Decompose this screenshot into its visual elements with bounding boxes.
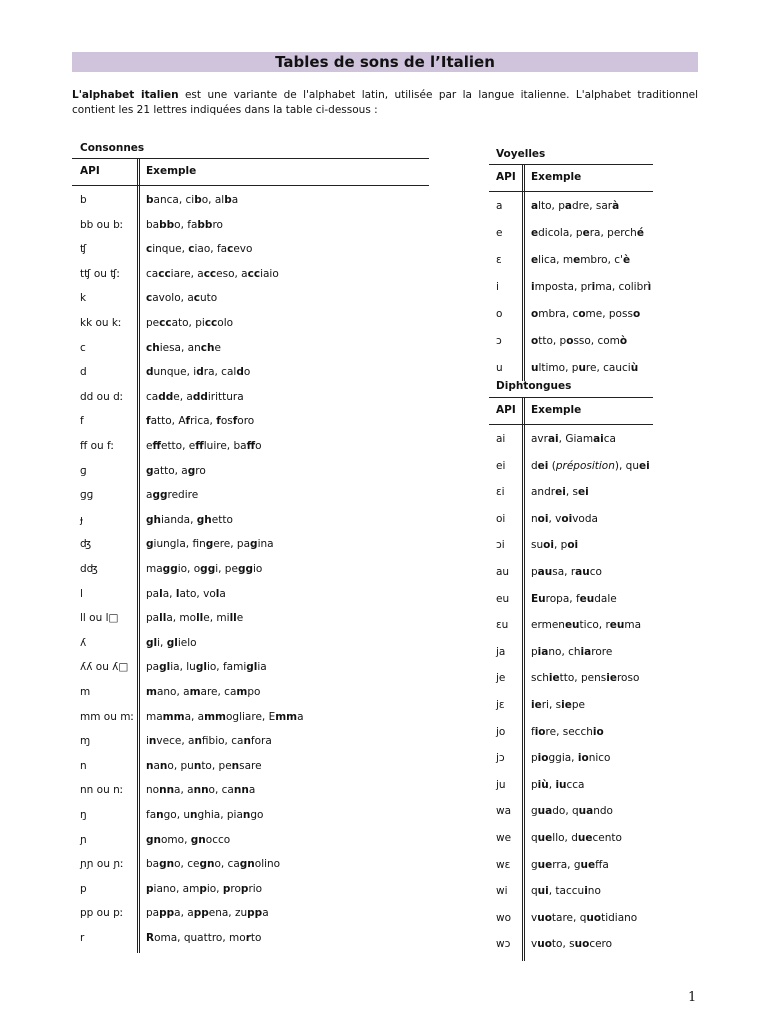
api-cell: b [80,194,87,206]
col-exemple-header: Exemple [531,171,582,183]
exemple-cell: cavolo, acuto [146,292,218,305]
page-title: Tables de sons de l’Italien [72,52,698,72]
api-cell: ɱ [80,735,91,748]
exemple-cell: Roma, quattro, morto [146,932,262,944]
api-cell: bb ou bː [80,218,124,231]
api-cell: d [80,366,87,379]
api-cell: au [496,566,510,578]
api-cell: ja [496,645,506,658]
exemple-cell: ghianda, ghetto [146,513,233,526]
exemple-cell: babbo, fabbro [146,218,223,231]
api-cell: oi [496,512,506,525]
exemple-cell: vuoto, suocero [531,938,613,951]
exemple-cell: pausa, rauco [531,566,602,578]
exemple-cell: ermeneutico, reuma [531,619,642,632]
api-cell: ei [496,459,506,472]
consonnes-table-header [72,158,429,186]
exemple-cell: cadde, addirittura [146,390,244,403]
api-cell: e [496,227,503,239]
exemple-cell: Europa, feudale [531,592,617,605]
exemple-cell: fango, unghia, piango [146,809,264,821]
exemple-cell: pioggia, ionico [531,752,611,765]
page-number: 1 [688,990,697,1005]
exemple-cell: cacciare, acceso, acciaio [146,267,279,280]
api-cell: ʤ [80,538,92,551]
api-cell: ɛ [496,254,502,266]
exemple-cell: palla, molle, mille [146,612,244,625]
exemple-cell: dunque, idra, caldo [146,366,251,379]
api-cell: ŋ [80,809,87,821]
api-cell: p [80,882,87,895]
api-cell: eu [496,592,510,605]
api-cell: je [496,672,506,685]
exemple-cell: peccato, piccolo [146,317,234,329]
api-cell: pp ou pː [80,907,124,920]
diphtongues-heading: Diphtongues [496,380,572,392]
api-cell: o [496,308,503,320]
exemple-cell: mamma, ammogliare, Emma [146,710,304,723]
exemple-cell: mano, amare, campo [146,686,261,698]
voyelles-heading: Voyelles [496,148,546,160]
exemple-cell: pala, lato, vola [146,587,226,600]
exemple-cell: ultimo, pure, cauciù [531,362,639,374]
api-cell: a [496,200,503,212]
col-api-header: API [80,165,100,177]
col-api-header: API [496,404,516,416]
diphtongues-table [489,397,653,961]
exemple-cell: piano, ampio, proprio [146,882,263,895]
column-divider [137,158,140,953]
exemple-cell: alto, padre, sarà [531,200,620,212]
api-cell: dd ou dː [80,390,124,403]
api-cell: ɡ [80,464,87,477]
exemple-cell: nonna, anno, canna [146,784,256,797]
exemple-cell: quello, duecento [531,832,622,844]
api-cell: wa [496,805,512,818]
exemple-cell: gli, glielo [146,636,197,649]
exemple-cell: avrai, Giamaica [531,433,616,445]
api-cell: ɲ [80,833,87,846]
exemple-cell: qui, taccuino [531,885,601,898]
api-cell: ɲɲ ou ɲː [80,858,124,871]
exemple-cell: pappa, appena, zuppa [146,907,269,920]
api-cell: k [80,292,87,305]
exemple-cell: guerra, gueffa [531,858,609,871]
api-cell: tʧ ou ʧː [80,267,121,280]
exemple-cell: elica, membro, c'è [531,254,631,266]
exemple-cell: fatto, Africa, fosforo [146,415,255,428]
exemple-cell: nano, punto, pensare [146,759,262,772]
exemple-cell: guado, quando [531,805,613,818]
api-cell: ɛi [496,486,505,499]
api-cell: jo [496,725,506,738]
api-cell: wɔ [496,938,511,951]
exemple-cell: schietto, pensieroso [531,672,640,685]
api-cell: nn ou nː [80,784,124,797]
exemple-cell: cinque, ciao, facevo [146,243,253,256]
col-exemple-header: Exemple [531,404,582,416]
exemple-cell: invece, anfibio, canfora [146,735,272,748]
api-cell: ʎʎ ou ʎ□ [80,661,129,674]
api-cell: m [80,686,91,698]
column-divider [522,397,525,961]
intro-paragraph [72,88,698,118]
exemple-cell: paglia, luglio, famiglia [146,661,267,674]
api-cell: mm ou mː [80,710,134,723]
exemple-cell: gnomo, gnocco [146,833,231,846]
diphtongues-table-header [489,397,653,425]
api-cell: ju [496,778,506,791]
exemple-cell: ieri, siepe [531,699,585,711]
api-cell: l [80,587,83,600]
api-cell: u [496,362,503,374]
exemple-cell: edicola, pera, perché [531,227,644,239]
voyelles-table [489,164,653,381]
intro-bold: L'alphabet italien [72,89,179,101]
exemple-cell: giungla, fingere, pagina [146,538,274,551]
api-cell: ɔi [496,539,505,552]
api-cell: n [80,759,87,772]
api-cell: jɔ [496,752,505,765]
consonnes-heading: Consonnes [80,142,145,154]
exemple-cell: otto, posso, comò [531,335,628,347]
exemple-cell: andrei, sei [531,486,589,499]
exemple-cell: imposta, prima, colibrì [531,281,652,293]
exemple-cell: chiesa, anche [146,341,221,354]
api-cell: ɡɡ [80,489,94,502]
api-cell: ɛu [496,619,509,632]
api-cell: wo [496,911,512,924]
api-cell: c [80,341,86,354]
exemple-cell: suoi, poi [531,539,579,552]
exemple-cell: maggio, oggi, peggio [146,563,263,575]
api-cell: ff ou fː [80,440,115,452]
voyelles-table-header [489,164,653,192]
consonnes-table [72,158,429,953]
column-divider [522,164,525,381]
exemple-cell: bagno, cegno, cagnolino [146,858,281,871]
exemple-cell: dei (préposition), quei [531,459,650,472]
intro-text: est une variante de l'alphabet latin, utilisée par la langue italienne. L'alphabet traditionnel contient les 21 lettres indiquées dans la table ci-dessous : [72,89,698,116]
api-cell: ll ou l□ [80,612,119,625]
exemple-cell: aggredire [146,489,199,502]
api-cell: wɛ [496,858,511,871]
col-api-header: API [496,171,516,183]
exemple-cell: più, iucca [531,778,585,791]
api-cell: ʧ [80,243,87,256]
api-cell: ɟ [80,513,83,526]
api-cell: kk ou kː [80,317,122,329]
api-cell: r [80,932,85,944]
exemple-cell: gatto, agro [146,464,206,477]
api-cell: we [496,832,512,844]
exemple-cell: noi, voivoda [531,512,598,525]
exemple-cell: banca, cibo, alba [146,194,239,206]
api-cell: i [496,281,499,293]
exemple-cell: effetto, effluire, baffo [146,440,262,452]
exemple-cell: piano, chiarore [531,645,613,658]
api-cell: dʤ [80,563,98,575]
api-cell: ɔ [496,335,502,347]
exemple-cell: ombra, come, posso [531,308,641,320]
api-cell: wi [496,885,508,898]
exemple-cell: vuotare, quotidiano [531,911,638,924]
api-cell: ʎ [80,636,87,649]
exemple-cell: fiore, secchio [531,725,604,738]
api-cell: jɛ [496,699,505,711]
col-exemple-header: Exemple [146,165,197,177]
api-cell: ai [496,433,506,445]
api-cell: f [80,415,84,428]
